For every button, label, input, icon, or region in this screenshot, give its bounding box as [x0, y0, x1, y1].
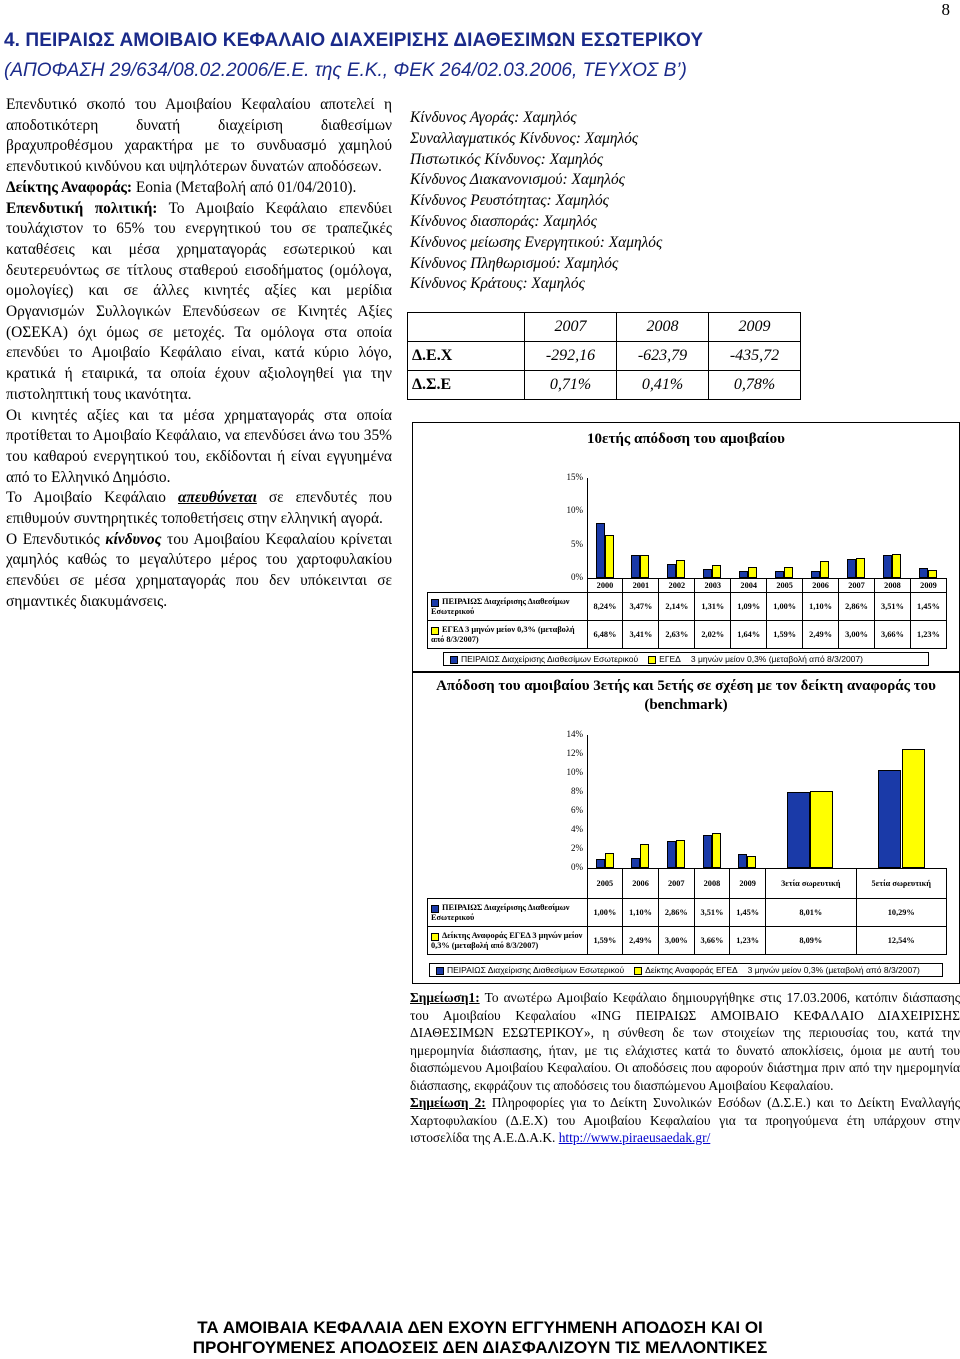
data-label: 2,02% [695, 621, 731, 649]
objective-paragraph: Επενδυτικό σκοπό του Αμοιβαίου Κεφαλαίου αποτελεί η αποδοτικότερη δυνατή διαχείριση διαθεσίμων βραχυπροθέσμου χαρακτήρα με το συνδυασμό χαμηλού επενδυτικού κινδύνου και υψηλότερων δυνατών αποδόσεων. [6, 96, 392, 176]
series-label [428, 927, 588, 955]
series-swatch [431, 627, 439, 635]
legend-item: 3 μηνών μείον 0,3% (μεταβολή από 8/3/2007) [690, 654, 863, 664]
data-label: 3,00% [658, 927, 694, 955]
fund-bar [883, 555, 892, 578]
category-label: 2009 [730, 869, 766, 899]
legend-item: 3 μηνών μείον 0,3% (μεταβολή από 8/3/2007) [747, 965, 920, 975]
data-label: 2,86% [839, 593, 875, 621]
data-label: 3,00% [839, 621, 875, 649]
note-1 [410, 989, 960, 1094]
category-label: 2003 [695, 579, 731, 593]
securities-paragraph: Οι κινητές αξίες και τα μέσα χρηματαγοράς στα οποία προτίθεται το Αμοιβαίο Κεφάλαιο, να επενδύσει άνω του 35% του καθαρού ενεργητικού του, εκδίδονται ή είναι εγγυημένα από το Ελληνικό Δημόσιο. [6, 406, 392, 486]
data-label: 8,09% [766, 927, 856, 955]
stats-year: 2008 [617, 313, 709, 342]
data-label: 1,10% [803, 593, 839, 621]
stats-row-label: Δ.Ε.Χ [408, 342, 525, 371]
fund-description [6, 95, 392, 613]
y-tick-label: 5% [571, 538, 583, 549]
audience-text-a: Το Αμοιβαίο Κεφάλαιο [6, 489, 179, 507]
chart-legend [429, 963, 943, 977]
category-label: 2008 [694, 869, 730, 899]
series-name: ΕΓΕΔ 3 μηνών μείον 0,3% (μεταβολή από 8/3/2007) [431, 625, 575, 644]
benchmark-bar [605, 853, 614, 868]
risk-item: Κίνδυνος Ρευστότητας: Χαμηλός [410, 192, 609, 210]
category-label: 3ετία σωρευτική [766, 869, 856, 899]
stats-header-row [408, 313, 801, 342]
fund-bar [703, 835, 712, 868]
benchmark-bar [748, 567, 757, 578]
category-label: 2000 [587, 579, 623, 593]
benchmark-bar [892, 554, 901, 578]
aedak-website-link[interactable]: http://www.piraeusaedak.gr/ [558, 1130, 711, 1145]
audience-text-c: σε επενδυτές που επιθυμούν συντηρητικές τοποθετήσεις στην ελληνική αγορά. [6, 489, 392, 528]
stats-cell: -292,16 [525, 342, 617, 371]
series-name: ΠΕΙΡΑΙΩΣ Διαχείρισης Διαθεσίμων Εσωτερικού [431, 903, 570, 922]
fund-bar [811, 571, 820, 578]
category-label: 2006 [803, 579, 839, 593]
risk-item: Κίνδυνος Πληθωρισμού: Χαμηλός [410, 254, 619, 272]
chart-title: 10ετής απόδοση του αμοιβαίου [587, 431, 785, 447]
category-label: 5ετία σωρευτική [856, 869, 947, 899]
data-label: 1,10% [623, 899, 659, 927]
series-swatch [431, 599, 439, 607]
benchmark-bar [928, 570, 937, 578]
y-tick-label: 14% [566, 729, 583, 739]
legend-item [436, 965, 624, 975]
benchmark-bar [712, 565, 721, 578]
fund-bar [847, 559, 856, 578]
legend-swatch [436, 967, 444, 975]
stats-corner-cell [408, 313, 525, 342]
risk-text-c: του Αμοιβαίου Κεφαλαίου κρίνεται χαμηλός καθώς το μεγαλύτερο μέρος του χαρτοφυλακίου επενδύει σε μέσα χρηματαγοράς που δεν υπόκεινται σε σημαντικές διακυμάνσεις. [6, 530, 392, 610]
y-tick-label: 10% [566, 767, 583, 777]
disclaimer-line-2: ΠΡΟΗΓΟΥΜΕΝΕΣ ΑΠΟΔΟΣΕΙΣ ΔΕΝ ΔΙΑΣΦΑΛΙΖΟΥΝ ΤΙΣ ΜΕΛΛΟΝΤΙΚΕΣ [192, 1338, 768, 1357]
benchmark-bar [676, 560, 685, 578]
benchmark-bar [605, 535, 614, 578]
fund-bar [738, 854, 747, 868]
category-label: 2007 [658, 869, 694, 899]
data-label: 1,45% [730, 899, 766, 927]
data-label: 1,23% [730, 927, 766, 955]
note-2-label: Σημείωση 2: [410, 1095, 486, 1110]
legend-label: ΠΕΙΡΑΙΩΣ Διαχείρισης Διαθεσίμων Εσωτερικού [447, 965, 625, 975]
stats-cell: 0,41% [617, 371, 709, 400]
data-label: 3,47% [623, 593, 659, 621]
data-label: 1,23% [910, 621, 946, 649]
page-number: 8 [941, 0, 950, 19]
stats-row [408, 371, 801, 400]
category-label: 2001 [623, 579, 659, 593]
ten-year-chart [412, 422, 960, 672]
risk-item: Κίνδυνος Διακανονισμού: Χαμηλός [410, 171, 625, 189]
series-name: ΠΕΙΡΑΙΩΣ Διαχείρισης Διαθεσίμων Εσωτερικού [431, 597, 570, 616]
policy-text: Το Αμοιβαίο Κεφάλαιο επενδύει τουλάχιστον το 65% του ενεργητικού του σε τραπεζικές καταθέσεις και μέσα χρηματαγοράς εσωτερικού και δευτερευόντως σε τίτλους σταθερού εισοδήματος (ομόλογα, ομολογίες) και σε άλλες κινητές αξίες και μερίδια Οργανισμών Συλλογικών Επενδύσεων σε Κινητές Αξίες (ΟΣΕΚΑ) όχι όμως σε μετοχές. Τα ομόλογα στα οποία επενδύει το Αμοιβαίο Κεφάλαιο είναι, κατά κύριο λόγο, κρατικά ή εταιρικά, τα οποία έχουν αξιολογηθεί για την πιστοληπτική τους ικανότητα. [6, 199, 392, 403]
risk-item: Κίνδυνος διασποράς: Χαμηλός [410, 212, 597, 230]
index-label: Δείκτης Αναφοράς: [6, 178, 133, 196]
audience-paragraph [6, 488, 392, 529]
data-table-row [428, 899, 947, 927]
risk-emphasis: κίνδυνος [105, 530, 162, 548]
data-table-header [428, 869, 947, 899]
legend-item [648, 654, 681, 664]
legend-label: ΕΓΕΔ [659, 654, 681, 664]
stats-cell: -623,79 [617, 342, 709, 371]
fund-subtitle: (ΑΠΟΦΑΣΗ 29/634/08.02.2006/Ε.Ε. της Ε.Κ., ΦΕΚ 264/02.03.2006, ΤΕΥΧΟΣ Β’) [4, 60, 687, 81]
stats-cell: -435,72 [709, 342, 801, 371]
legend-item [634, 965, 738, 975]
fund-bar [596, 859, 605, 869]
series-label [428, 899, 588, 927]
legend-swatch [634, 967, 642, 975]
note-2-text: Πληροφορίες για το Δείκτη Συνολικών Εσόδων (Δ.Σ.Ε.) και το Δείκτη Εναλλαγής Χαρτοφυλακίου (Δ.Ε.Χ) του Αμοιβαίου Κεφαλαίου για τα προηγούμενα έτη υπάρχουν στην ιστοσελίδα της Α.Ε.Δ.Α.Κ. [410, 1095, 960, 1145]
stats-row [408, 342, 801, 371]
fund-bar [667, 564, 676, 578]
benchmark-bar [640, 555, 649, 578]
fund-title: 4. ΠΕΙΡΑΙΩΣ ΑΜΟΙΒΑΙΟ ΚΕΦΑΛΑΙΟ ΔΙΑΧΕΙΡΙΣΗΣ ΔΙΑΘΕΣΙΜΩΝ ΕΣΩΤΕΡΙΚΟΥ [4, 30, 704, 51]
fund-bar [631, 858, 640, 868]
data-label: 1,00% [767, 593, 803, 621]
policy-label: Επενδυτική πολιτική: [6, 199, 158, 217]
risk-item: Κίνδυνος Αγοράς: Χαμηλός [410, 109, 577, 126]
audience-emphasis: απευθύνεται [178, 489, 257, 507]
stats-cell: 0,78% [709, 371, 801, 400]
y-tick-label: 2% [571, 843, 583, 853]
category-label: 2004 [731, 579, 767, 593]
fund-bar [703, 569, 712, 578]
stats-cell: 0,71% [525, 371, 617, 400]
category-label: 2005 [587, 869, 623, 899]
fund-bar [596, 523, 605, 578]
category-label: 2005 [767, 579, 803, 593]
series-swatch [431, 933, 439, 941]
data-table-row [428, 593, 947, 621]
note-1-text: Το ανωτέρω Αμοιβαίο Κεφάλαιο δημιουργήθηκε στις 17.03.2006, κατόπιν διάσπασης του Αμοιβαίου Κεφαλαίου «ING ΠΕΙΡΑΙΩΣ ΑΜΟΙΒΑΙΟ ΚΕΦΑΛΑΙΟ ΔΙΑΧΕΙΡΙΣΗΣ ΔΙΑΘΕΣΙΜΩΝ ΕΣΩΤΕΡΙΚΟΥ», η σύνθεση δε των στοιχείων της περιουσίας του, κατά την ημερομηνία διάσπασης, ήταν, με τις ελάχιστες κατά το δυνατό αποκλίσεις, όμοια με αυτή του διασπώμενου Αμοιβαίου Κεφαλαίου. Οι αποδόσεις που αφορούν διάστημα πριν από την ημερομηνία διάσπασης, εκφράζουν τις αποδόσεις του διασπώμενου Αμοιβαίου Κεφαλαίου. [410, 990, 960, 1093]
legend-label: Δείκτης Αναφοράς ΕΓΕΔ [645, 965, 738, 975]
note-1-label: Σημείωση1: [410, 990, 480, 1005]
y-tick-label: 15% [566, 472, 583, 482]
index-paragraph [6, 178, 392, 199]
benchmark-data-table [427, 868, 947, 955]
legend-swatch [450, 656, 458, 664]
stats-row-label: Δ.Σ.Ε [408, 371, 525, 400]
data-label: 2,49% [803, 621, 839, 649]
data-label: 8,24% [587, 593, 623, 621]
benchmark-bar [640, 844, 649, 868]
data-table-row [428, 621, 947, 649]
fund-bar [739, 571, 748, 578]
risk-item: Κίνδυνος Κράτους: Χαμηλός [410, 275, 585, 293]
category-label: 2008 [875, 579, 911, 593]
benchmark-bar [676, 840, 685, 869]
series-name: Δείκτης Αναφοράς ΕΓΕΔ 3 μηνών μείον 0,3% (μεταβολή από 8/3/2007) [431, 931, 583, 950]
category-label: 2007 [839, 579, 875, 593]
legend-swatch [648, 656, 656, 664]
index-text: Eonia (Μεταβολή από 01/04/2010). [132, 178, 357, 196]
data-label: 3,51% [694, 899, 730, 927]
risk-item: Πιστωτικός Κίνδυνος: Χαμηλός [410, 150, 604, 168]
y-tick-label: 4% [571, 824, 583, 834]
benchmark-bar [712, 833, 721, 868]
data-label: 3,66% [875, 621, 911, 649]
y-tick-label: 0% [571, 862, 583, 872]
data-label: 3,51% [875, 593, 911, 621]
y-tick-label: 10% [566, 505, 583, 516]
chart-legend [443, 652, 929, 666]
legend-item [450, 654, 638, 664]
data-label: 1,09% [731, 593, 767, 621]
y-tick-label: 12% [566, 748, 583, 758]
risk-list [410, 108, 830, 295]
data-label: 2,63% [659, 621, 695, 649]
data-label: 1,00% [587, 899, 623, 927]
data-table-header [428, 579, 947, 593]
risk-item: Κίνδυνος μείωσης Ενεργητικού: Χαμηλός [410, 233, 663, 251]
note-2 [410, 1094, 960, 1147]
y-tick-label: 0% [571, 572, 583, 582]
benchmark-bar [856, 558, 865, 578]
data-label: 1,59% [587, 927, 623, 955]
data-label: 8,01% [766, 899, 856, 927]
category-label: 2006 [623, 869, 659, 899]
fund-bar [878, 770, 902, 868]
stats-year: 2007 [525, 313, 617, 342]
fund-bar [775, 571, 784, 578]
fund-bar [919, 568, 928, 578]
benchmark-chart [412, 672, 960, 984]
benchmark-bar [784, 567, 793, 578]
stats-year: 2009 [709, 313, 801, 342]
chart-title: Απόδοση του αμοιβαίου 3ετής και 5ετής σε σχέση με τον δείκτη αναφοράς του (benchmark) [436, 678, 936, 713]
data-label: 1,31% [695, 593, 731, 621]
stats-table [407, 312, 801, 400]
benchmark-bar [747, 856, 756, 868]
benchmark-bar [820, 561, 829, 578]
y-tick-label: 6% [571, 805, 583, 815]
notes-section [410, 989, 960, 1147]
fund-bar [631, 555, 640, 578]
benchmark-bar [810, 791, 833, 868]
series-label [428, 621, 588, 649]
series-label [428, 593, 588, 621]
data-label: 2,49% [623, 927, 659, 955]
y-tick-label: 8% [571, 786, 583, 796]
data-label: 1,64% [731, 621, 767, 649]
data-label: 2,86% [658, 899, 694, 927]
disclaimer-line-1: ΤΑ ΑΜΟΙΒΑΙΑ ΚΕΦΑΛΑΙΑ ΔΕΝ ΕΧΟΥΝ ΕΓΓΥΗΜΕΝΗ ΑΠΟΔΟΣΗ ΚΑΙ ΟΙ [197, 1318, 763, 1337]
benchmark-bar [902, 749, 926, 868]
data-label: 2,14% [659, 593, 695, 621]
data-label: 10,29% [856, 899, 947, 927]
data-label: 1,45% [910, 593, 946, 621]
fund-bar [667, 841, 676, 868]
data-label: 3,66% [694, 927, 730, 955]
ten-year-data-table [427, 578, 947, 649]
risk-paragraph [6, 530, 392, 613]
data-label: 6,48% [587, 621, 623, 649]
series-swatch [431, 905, 439, 913]
policy-paragraph [6, 199, 392, 406]
data-table-row [428, 927, 947, 955]
risk-item: Συναλλαγματικός Κίνδυνος: Χαμηλός [410, 129, 639, 147]
data-label: 3,41% [623, 621, 659, 649]
y-axis-line [587, 478, 588, 578]
fund-bar [787, 792, 810, 868]
risk-text-a: Ο Επενδυτικός [6, 530, 106, 548]
category-label: 2002 [659, 579, 695, 593]
data-label: 12,54% [856, 927, 947, 955]
y-axis-line [587, 735, 588, 868]
data-table-corner [428, 869, 588, 899]
data-label: 1,59% [767, 621, 803, 649]
category-label: 2009 [910, 579, 946, 593]
legend-label: ΠΕΙΡΑΙΩΣ Διαχείρισης Διαθεσίμων Εσωτερικού [461, 654, 639, 664]
